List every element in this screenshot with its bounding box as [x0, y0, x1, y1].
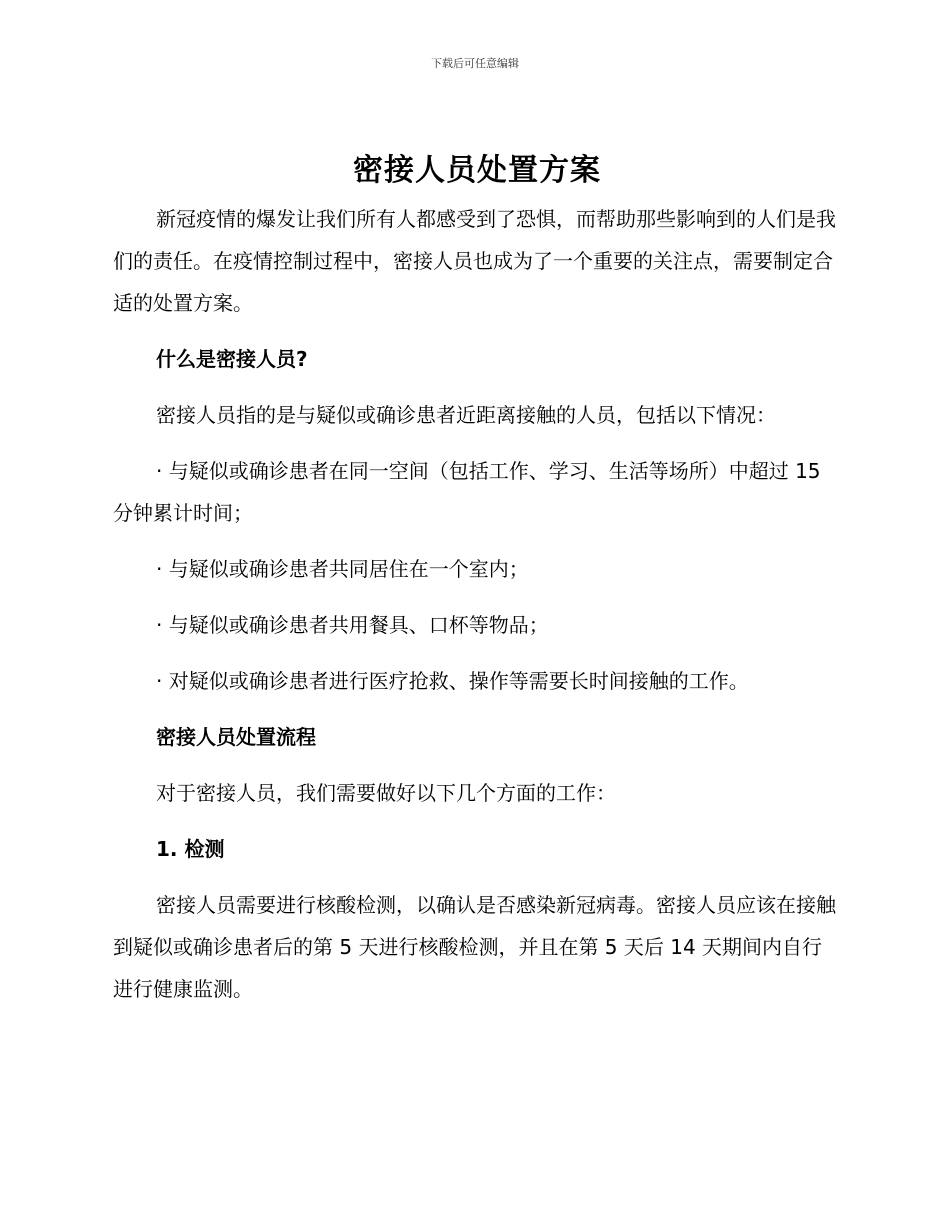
page-header-note: 下载后可任意编辑: [431, 57, 519, 70]
list-item-cohabit: · 与疑似或确诊患者共同居住在一个室内；: [156, 557, 529, 581]
testing-paragraph: 密接人员需要进行核酸检测，以确认是否感染新冠病毒。密接人员应该在接触到疑似或确诊患者后的第 5 天进行核酸检测，并且在第 5 天后 14 天期间内自行进行健康监测。: [113, 893, 836, 1001]
section-heading-what-is: 什么是密接人员?: [156, 347, 308, 371]
intro-paragraph: 新冠疫情的爆发让我们所有人都感受到了恐惧，而帮助那些影响到的人们是我们的责任。在疫情控制过程中，密接人员也成为了一个重要的关注点，需要制定合适的处置方案。: [113, 207, 836, 315]
document-title: 密接人员处置方案: [353, 153, 601, 188]
list-item-shared-utensils: · 与疑似或确诊患者共用餐具、口杯等物品；: [156, 613, 549, 637]
list-item-same-space: · 与疑似或确诊患者在同一空间（包括工作、学习、生活等场所）中超过 15 分钟累计时间；: [113, 459, 821, 525]
list-item-medical-work: · 对疑似或确诊患者进行医疗抢救、操作等需要长时间接触的工作。: [156, 669, 749, 693]
definition-paragraph: 密接人员指的是与疑似或确诊患者近距离接触的人员，包括以下情况：: [156, 403, 776, 427]
document-body: [113, 148, 841, 1010]
section-heading-testing: 1. 检测: [156, 837, 225, 861]
section-heading-process: 密接人员处置流程: [156, 725, 316, 749]
process-intro-paragraph: 对于密接人员，我们需要做好以下几个方面的工作：: [156, 781, 616, 805]
